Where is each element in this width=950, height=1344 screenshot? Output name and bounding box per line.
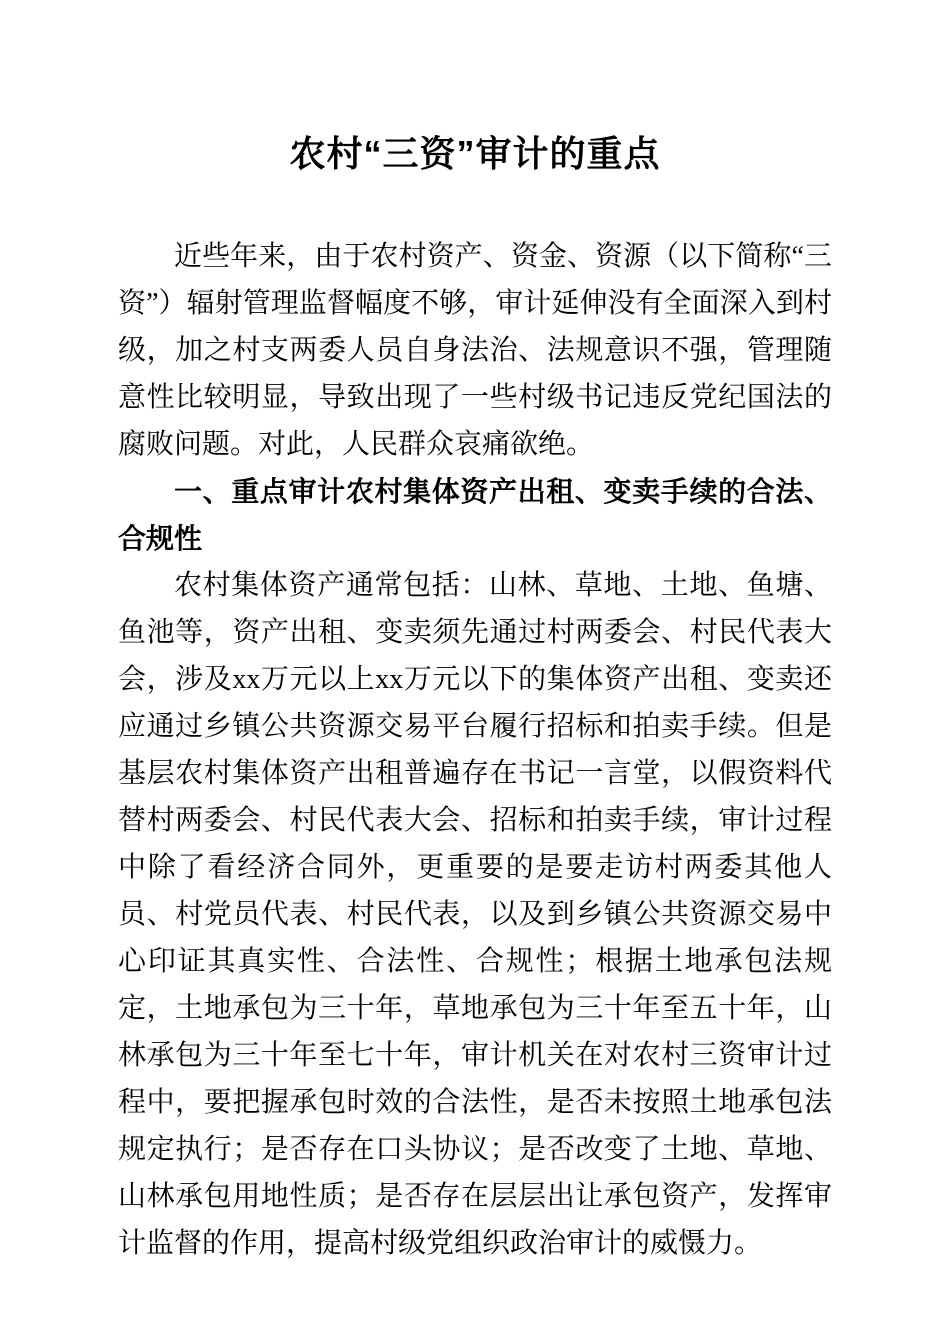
section-1-paragraph: 农村集体资产通常包括：山林、草地、土地、鱼塘、鱼池等，资产出租、变卖须先通过村两委会、村民代表大会，涉及xx万元以上xx万元以下的集体资产出租、变卖还应通过乡镇公共资源交易平台履行招标和拍卖手续。但是基层农村集体资产出租普遍存在书记一言堂，以假资料代替村两委会、村民代表大会、招标和拍卖手续，审计过程中除了看经济合同外，更重要的是要走访村两委其他人员、村党员代表、村民代表，以及到乡镇公共资源交易中心印证其真实性、合法性、合规性；根据土地承包法规定，土地承包为三十年，草地承包为三十年至五十年，山林承包为三十年至七十年，审计机关在对农村三资审计过程中，要把握承包时效的合法性，是否未按照土地承包法规定执行；是否存在口头协议；是否改变了土地、草地、山林承包用地性质；是否存在层层出让承包资产，发挥审计监督的作用，提高村级党组织政治审计的威慑力。: [118, 570, 832, 1260]
document-title: 农村“三资”审计的重点: [289, 133, 661, 174]
intro-paragraph: 近些年来，由于农村资产、资金、资源（以下简称“三资”）辐射管理监督幅度不够，审计延伸没有全面深入到村级，加之村支两委人员自身法治、法规意识不强，管理随意性比较明显，导致出现了一些村级书记违反党纪国法的腐败问题。对此，人民群众哀痛欲绝。: [118, 241, 832, 461]
section-1-heading: 一、重点审计农村集体资产出租、变卖手续的合法、合规性: [118, 476, 832, 555]
